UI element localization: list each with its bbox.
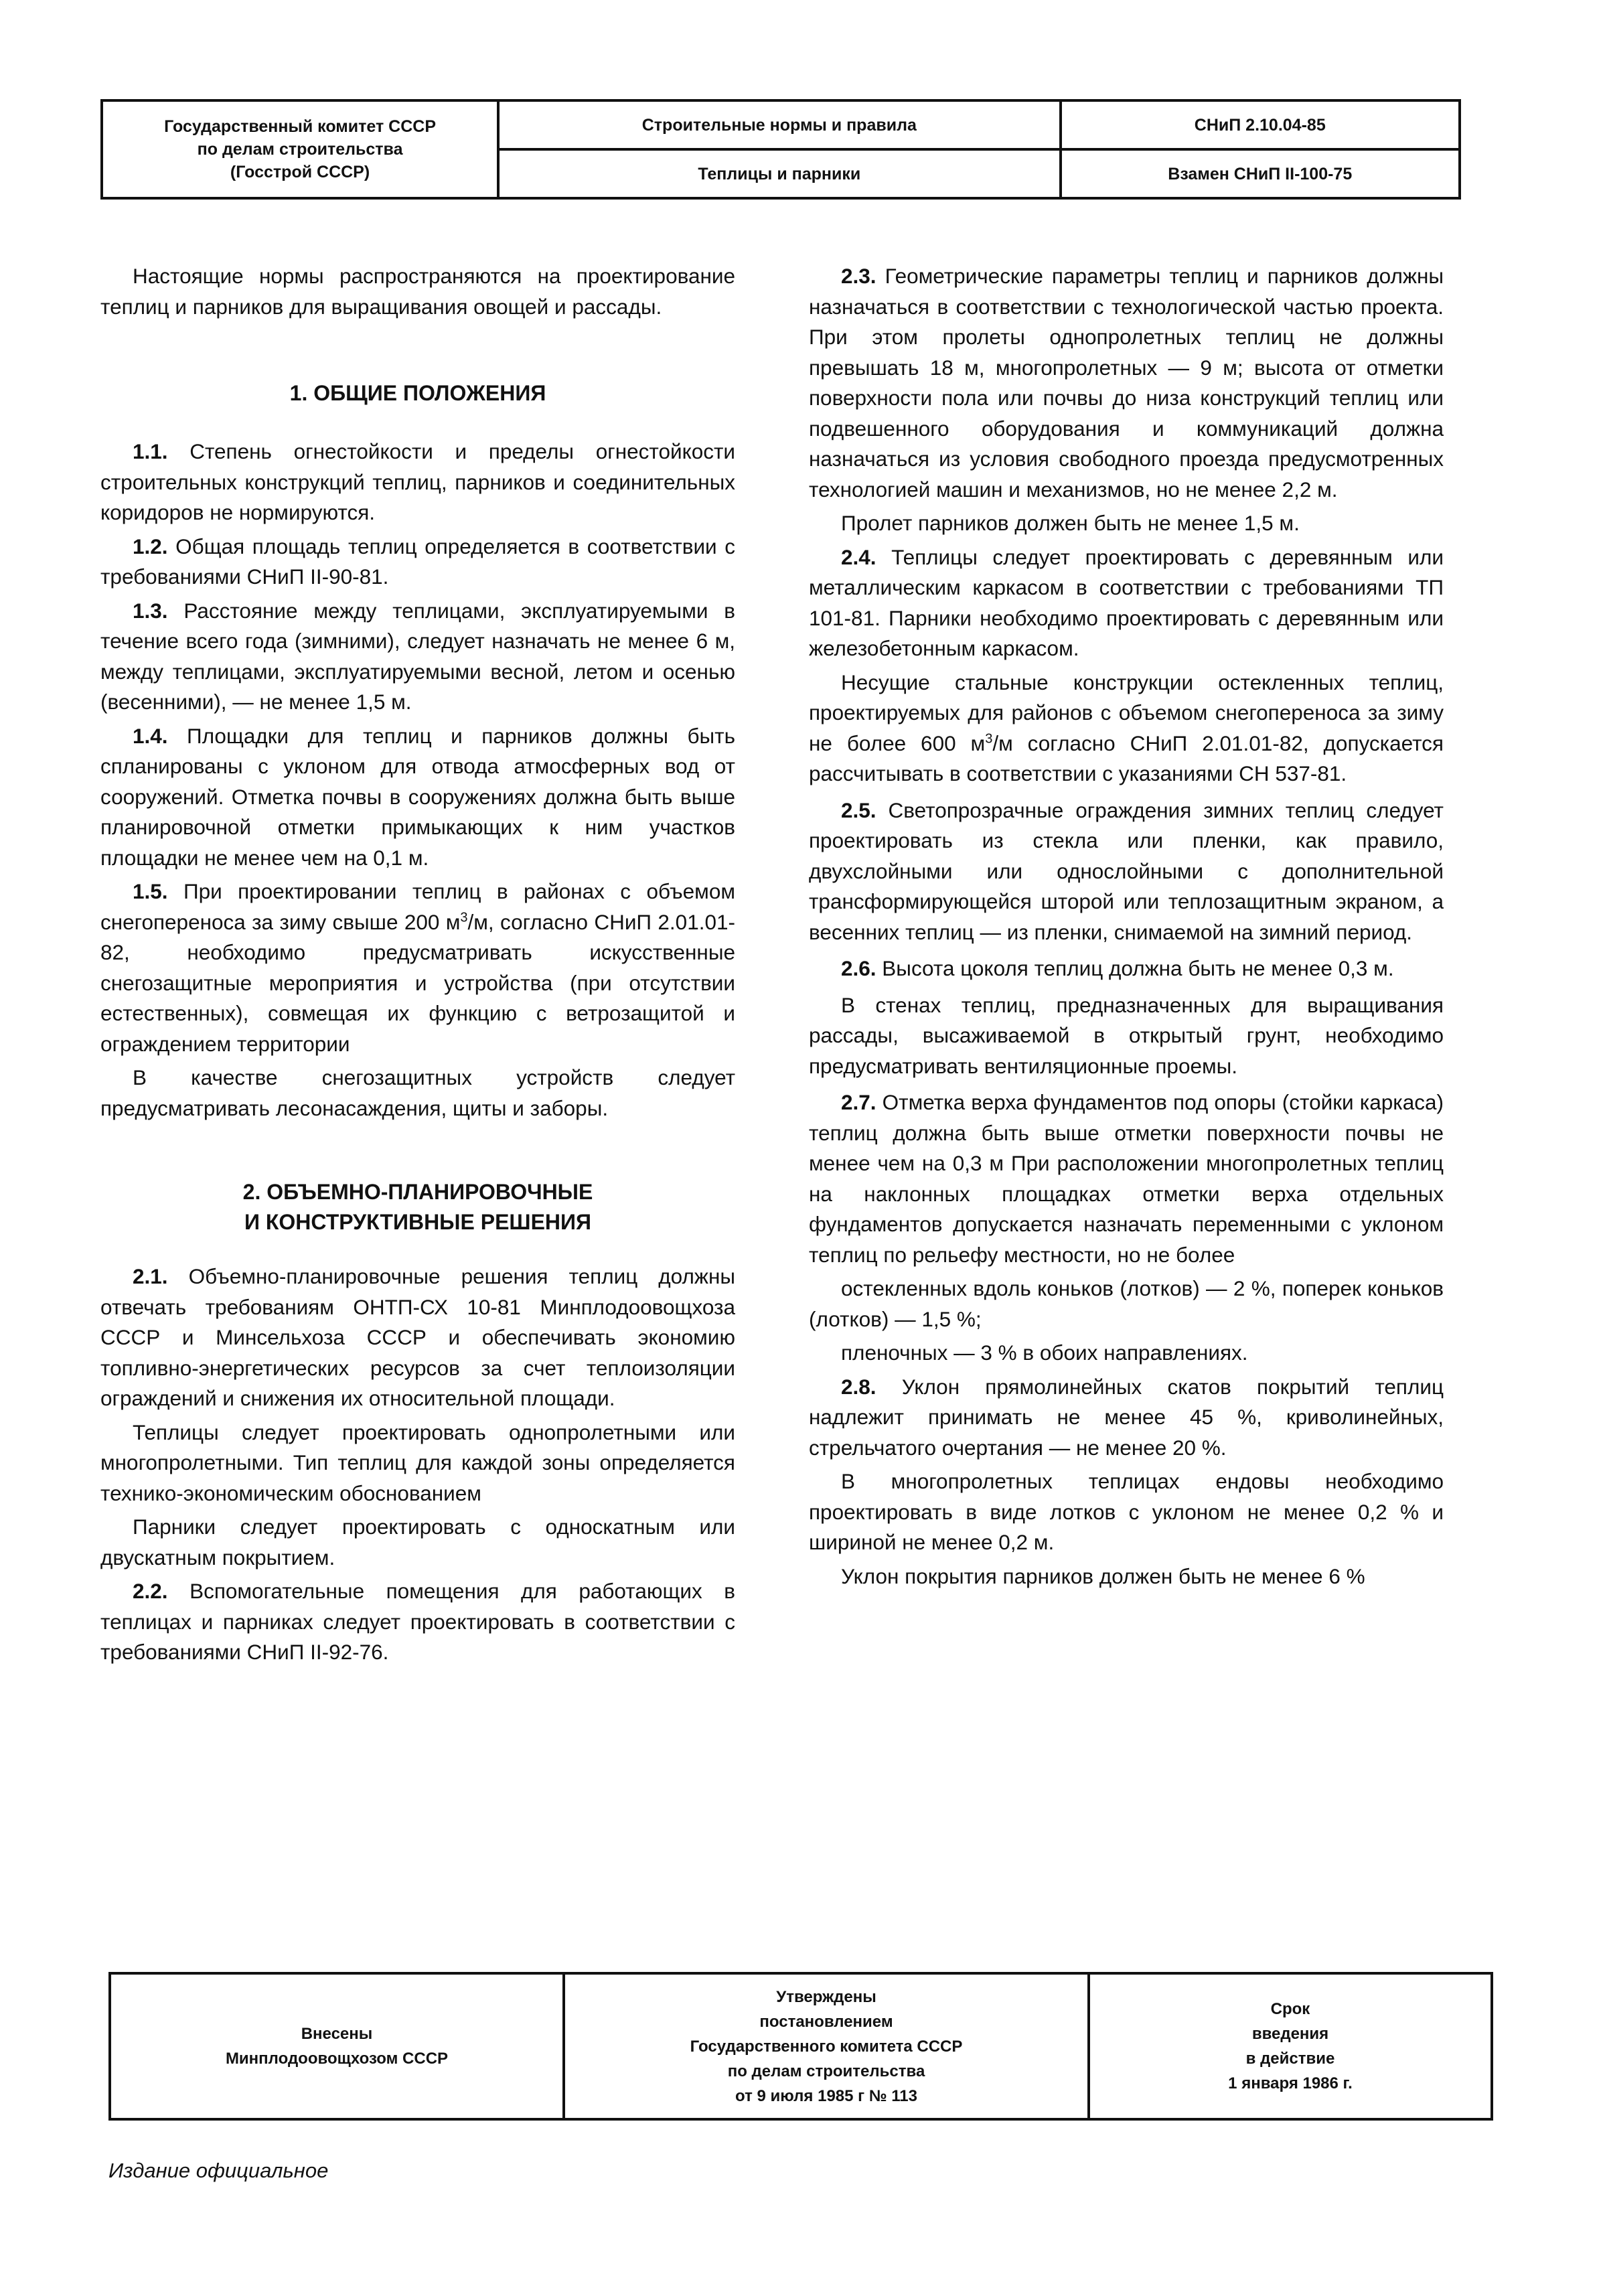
- org-line-3: (Госстрой СССР): [230, 163, 370, 181]
- section-2-heading: [100, 1177, 735, 1237]
- clause-1-1: [100, 437, 735, 528]
- clause-2-4: [809, 542, 1444, 664]
- superscript: 3: [460, 910, 468, 925]
- clause-text: Площадки для теплиц и парников должны быть спланированы с уклоном для отвода атмосферных вод от сооружений. Отметка почвы в сооружениях должна быть выше планировочной отметки примыкающих к ним участков площадки не менее чем на 0,1 м.: [100, 723, 735, 870]
- approved-line-5: от 9 июля 1985 г № 113: [735, 2086, 917, 2105]
- introduced-by-cell: [110, 1973, 564, 2119]
- clause-text: Геометрические параметры теплиц и парников должны назначаться в соответствии с технологической частью проекта. При этом пролеты однопролетных теплиц не должны превышать 18 м, многопролетных — 9 м; высота от отметки поверхности пола или почвы до низа конструкций теплиц или подвешенного оборудования и коммуникаций должна назначаться из условия свободного проезда предусмотренных технологией машин и механизмов, но не менее 2,2 м.: [809, 264, 1444, 502]
- approved-line-4: по делам строительства: [727, 2062, 925, 2080]
- clause-2-7-continued: остекленных вдоль коньков (лотков) — 2 %, поперек коньков (лотков) — 1,5 %;: [809, 1276, 1444, 1331]
- clause-text: Уклон прямолинейных скатов покрытий теплиц надлежит принимать не менее 45 %, криволинейных, стрельчатого очертания — не менее 20 %.: [809, 1374, 1444, 1460]
- clause-2-8-continued: В многопролетных теплицах ендовы необходимо проектировать в виде лотков с уклоном не менее 0,2 % и шириной не менее 0,2 м.: [809, 1469, 1444, 1554]
- introduced-line-1: Внесены: [301, 2025, 373, 2043]
- clause-2-3-continued: Пролет парников должен быть не менее 1,5 м.: [841, 511, 1300, 535]
- clause-number: 2.5.: [841, 797, 876, 822]
- clause-2-7: [809, 1087, 1444, 1270]
- term-line-4: 1 января 1986 г.: [1228, 2074, 1353, 2092]
- approved-by-cell: [564, 1973, 1089, 2119]
- approval-table: [108, 1972, 1493, 2121]
- official-edition-note: Издание официальное: [108, 2159, 329, 2182]
- clause-number: 2.6.: [841, 956, 876, 980]
- introduced-line-2: Минплодоовощхозом СССР: [225, 2050, 449, 2068]
- clause-2-1-continued: Теплицы следует проектировать однопролетными или многопролетными. Тип теплиц для каждой зоны определяется технико-экономическим обоснованием: [100, 1420, 735, 1505]
- term-line-3: в действие: [1245, 2050, 1335, 2068]
- clause-1-4: [100, 721, 735, 874]
- replaces-note: Взамен СНиП II-100-75: [1061, 149, 1460, 198]
- clause-1-2: [100, 532, 735, 593]
- document-code: СНиП 2.10.04-85: [1061, 100, 1460, 149]
- clause-text: Степень огнестойкости и пределы огнестойкости строительных конструкций теплиц, парников и соединительных коридоров не нормируются.: [100, 439, 735, 524]
- clause-2-4-continued: [809, 668, 1444, 789]
- clause-text: Общая площадь теплиц определяется в соответствии с требованиями СНиП II-90-81.: [100, 534, 735, 589]
- clause-number: 1.4.: [133, 723, 168, 748]
- approved-line-2: постановлением: [759, 2012, 893, 2031]
- approved-line-3: Государственного комитета СССР: [690, 2037, 963, 2056]
- document-header-table: [100, 99, 1461, 200]
- clause-text: Вспомогательные помещения для работающих в теплицах и парниках следует проектировать в соответствии с требованиями СНиП II-92-76.: [100, 1579, 735, 1664]
- clause-number: 2.1.: [133, 1264, 168, 1288]
- clause-1-5-continued: В качестве снегозащитных устройств следует предусматривать лесонасаждения, щиты и заборы.: [100, 1065, 735, 1120]
- intro-paragraph: Настоящие нормы распространяются на проектирование теплиц и парников для выращивания овощей и рассады.: [100, 264, 735, 319]
- clause-2-2: [100, 1576, 735, 1668]
- clause-text-cont: /м, согласно СНиП 2.01.01-82, необходимо предусматривать искусственные снегозащитные мероприятия и устройства (при отсутствии естественных), совмещая их функцию с ветрозащитой и ограждением территории: [100, 909, 735, 1056]
- clause-2-7-continued: пленочных — 3 % в обоих направлениях.: [841, 1341, 1248, 1365]
- clause-2-8: [809, 1372, 1444, 1464]
- clause-number: 2.2.: [133, 1579, 168, 1603]
- clause-number: 2.3.: [841, 264, 876, 288]
- clause-2-3: [809, 261, 1444, 505]
- right-column: [809, 261, 1444, 1592]
- clause-text: При проектировании теплиц в районах с объемом снегопереноса за зиму свыше 200 м: [100, 879, 735, 934]
- clause-2-6: [809, 953, 1444, 984]
- clause-text: Светопрозрачные ограждения зимних теплиц следует проектировать из стекла или пленки, как правило, двухслойными или однослойными с дополнительной трансформирующейся шторой или теплозащитным экраном, а весенних теплиц — из пленки, снимаемой на зимний период.: [809, 797, 1444, 944]
- document-title: Теплицы и парники: [498, 149, 1060, 198]
- clause-number: 1.5.: [133, 879, 168, 903]
- term-line-2: введения: [1251, 2025, 1329, 2043]
- clause-1-5: [100, 876, 735, 1059]
- clause-2-1-continued: Парники следует проектировать с односкатным или двускатным покрытием.: [100, 1515, 735, 1570]
- section-1-heading: 1. ОБЩИЕ ПОЛОЖЕНИЯ: [289, 381, 546, 405]
- clause-text: Отметка верха фундаментов под опоры (стойки каркаса) теплиц должна быть выше отметки поверхности почвы не менее чем на 0,3 м При расположении многопролетных теплиц на наклонных площадках отметки верха отдельных фундаментов допускается назначать переменными с уклоном теплиц по рельефу местности, но не более: [809, 1090, 1444, 1267]
- clause-text: Теплицы следует проектировать с деревянным или металлическим каркасом в соответствии с требованиями ТП 101-81. Парники необходимо проектировать с деревянным или железобетонным каркасом.: [809, 544, 1444, 660]
- clause-number: 1.1.: [133, 439, 168, 463]
- clause-text: Расстояние между теплицами, эксплуатируемыми в течение всего года (зимними), следует назначать не менее 6 м, между теплицами, эксплуатируемыми весной, летом и осенью (весенними), — не менее 1,5 м.: [100, 598, 735, 714]
- org-line-1: Государственный комитет СССР: [164, 117, 436, 136]
- org-line-2: по делам строительства: [197, 140, 403, 159]
- section-2-heading-line-1: 2. ОБЪЕМНО-ПЛАНИРОВОЧНЫЕ: [242, 1180, 593, 1204]
- superscript: 3: [985, 731, 993, 746]
- clause-text-cont: /м согласно СНиП 2.01.01-82, допускается рассчитывать в соответствии с указаниями СН 537-81.: [809, 731, 1444, 785]
- effective-date-cell: [1089, 1973, 1492, 2119]
- approved-line-1: Утверждены: [776, 1987, 876, 2006]
- clause-2-8-continued: Уклон покрытия парников должен быть не менее 6 %: [841, 1563, 1365, 1588]
- clause-number: 2.7.: [841, 1090, 876, 1114]
- clause-number: 2.4.: [841, 544, 876, 569]
- clause-1-3: [100, 596, 735, 718]
- term-line-1: Срок: [1270, 2000, 1310, 2018]
- left-column: [100, 261, 735, 1668]
- clause-number: 1.2.: [133, 534, 168, 558]
- clause-number: 1.3.: [133, 598, 168, 623]
- clause-text: Несущие стальные конструкции остекленных теплиц, проектируемых для районов с объемом снегопереноса за зиму не более 600 м: [809, 670, 1444, 755]
- clause-text: Объемно-планировочные решения теплиц должны отвечать требованиям ОНТП-СХ 10-81 Минплодоовощхоза СССР и Минсельхоза СССР и обеспечивать экономию топливно-энергетических ресурсов за счет теплоизоляции ограждений и снижения их относительной площади.: [100, 1264, 735, 1410]
- clause-2-5: [809, 795, 1444, 948]
- clause-text: Высота цоколя теплиц должна быть не менее 0,3 м.: [876, 956, 1394, 980]
- document-type: Строительные нормы и правила: [498, 100, 1060, 149]
- clause-2-6-continued: В стенах теплиц, предназначенных для выращивания рассады, высаживаемой в открытый грунт, необходимо предусматривать вентиляционные проемы.: [809, 992, 1444, 1078]
- issuing-organization: [102, 100, 498, 198]
- clause-2-1: [100, 1261, 735, 1414]
- section-2-heading-line-2: И КОНСТРУКТИВНЫЕ РЕШЕНИЯ: [244, 1210, 592, 1234]
- clause-number: 2.8.: [841, 1374, 876, 1399]
